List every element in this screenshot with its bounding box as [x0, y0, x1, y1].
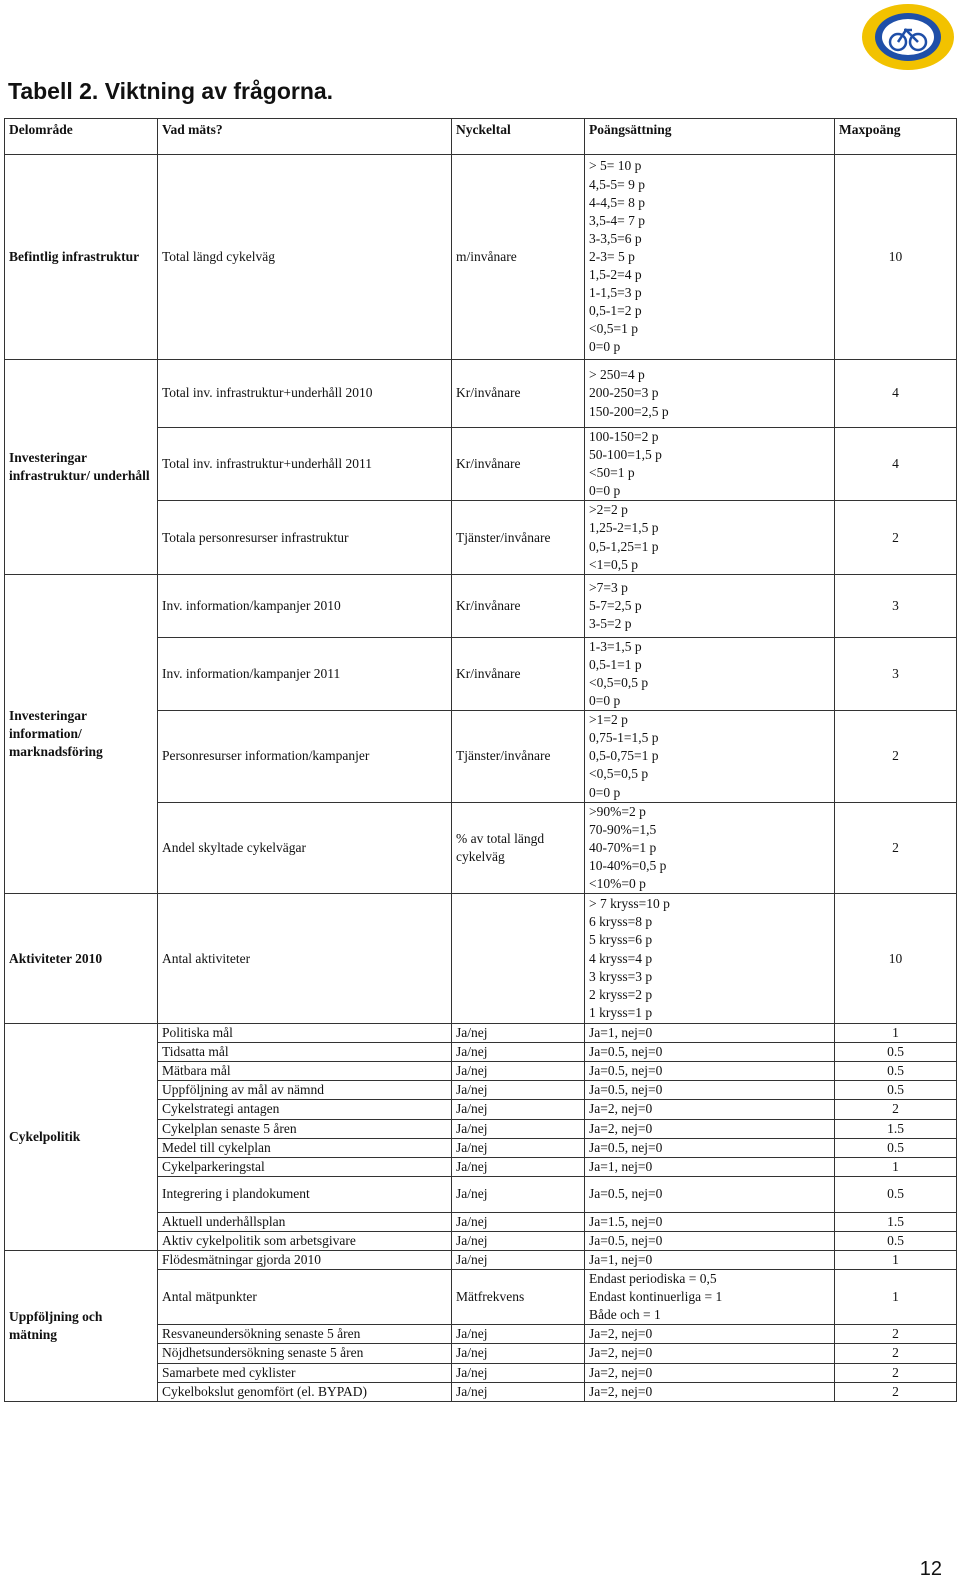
scoring-line: Ja=0.5, nej=0: [589, 1082, 663, 1098]
max-points-cell: 0.5: [835, 1176, 957, 1212]
table-row: [5, 1251, 957, 1270]
scoring-line: 0,5-1=1 p: [589, 656, 642, 672]
scoring-cell: [585, 1251, 835, 1270]
scoring-line: 1-3=1,5 p: [589, 638, 642, 654]
measure-cell: Samarbete med cyklister: [158, 1363, 452, 1382]
measure-cell: Cykelstrategi antagen: [158, 1100, 452, 1119]
scoring-cell: [585, 1024, 835, 1043]
section-name-cell: Investeringar information/ marknadsföring: [5, 574, 158, 893]
measure-cell: Uppföljning av mål av nämnd: [158, 1081, 452, 1100]
key-figure-cell: Ja/nej: [452, 1062, 585, 1081]
scoring-line: Både och = 1: [589, 1307, 661, 1323]
scoring-line: <10%=0 p: [589, 875, 646, 891]
scoring-line: 1-1,5=3 p: [589, 285, 642, 301]
key-figure-cell: Ja/nej: [452, 1231, 585, 1250]
measure-cell: Integrering i plandokument: [158, 1176, 452, 1212]
scoring-line: >90%=2 p: [589, 803, 646, 819]
key-figure-cell: [452, 894, 585, 1024]
scoring-line: 1 kryss=1 p: [589, 1004, 653, 1020]
scoring-line: 1,25-2=1,5 p: [589, 520, 659, 536]
measure-cell: Total inv. infrastruktur+underhåll 2011: [158, 428, 452, 501]
max-points-cell: 0.5: [835, 1231, 957, 1250]
scoring-line: 0,5-1=2 p: [589, 303, 642, 319]
scoring-line: 3-3,5=6 p: [589, 230, 642, 246]
max-points-cell: 1: [835, 1157, 957, 1176]
key-figure-cell: Kr/invånare: [452, 360, 585, 428]
key-figure-cell: Ja/nej: [452, 1382, 585, 1401]
column-header: Nyckeltal: [452, 119, 585, 155]
measure-cell: Resvaneundersökning senaste 5 åren: [158, 1325, 452, 1344]
scoring-cell: [585, 1062, 835, 1081]
key-figure-cell: % av total längd cykelväg: [452, 802, 585, 893]
max-points-cell: 0.5: [835, 1081, 957, 1100]
max-points-cell: 4: [835, 360, 957, 428]
max-points-cell: 0.5: [835, 1062, 957, 1081]
scoring-cell: [585, 1325, 835, 1344]
scoring-cell: [585, 1382, 835, 1401]
scoring-cell: [585, 1363, 835, 1382]
scoring-line: 0=0 p: [589, 693, 621, 709]
scoring-line: 100-150=2 p: [589, 429, 659, 444]
scoring-cell: [585, 574, 835, 637]
scoring-line: 3-5=2 p: [589, 615, 632, 631]
key-figure-cell: Ja/nej: [452, 1157, 585, 1176]
scoring-line: 40-70%=1 p: [589, 839, 657, 855]
measure-cell: Totala personresurser infrastruktur: [158, 501, 452, 574]
max-points-cell: 2: [835, 1363, 957, 1382]
max-points-cell: 10: [835, 894, 957, 1024]
page-title: Tabell 2. Viktning av frågorna.: [8, 78, 334, 104]
scoring-line: Ja=2, nej=0: [589, 1383, 653, 1399]
measure-cell: Tidsatta mål: [158, 1043, 452, 1062]
scoring-line: 3,5-4= 7 p: [589, 212, 645, 228]
measure-cell: Nöjdhetsundersökning senaste 5 åren: [158, 1344, 452, 1363]
max-points-cell: 1: [835, 1251, 957, 1270]
key-figure-cell: Ja/nej: [452, 1344, 585, 1363]
max-points-cell: 2: [835, 1100, 957, 1119]
max-points-cell: 1: [835, 1024, 957, 1043]
scoring-line: Ja=0.5, nej=0: [589, 1063, 663, 1079]
section-name-cell: Cykelpolitik: [5, 1024, 158, 1251]
scoring-line: Ja=2, nej=0: [589, 1326, 653, 1342]
max-points-cell: 1.5: [835, 1119, 957, 1138]
measure-cell: Cykelbokslut genomfört (el. BYPAD): [158, 1382, 452, 1401]
measure-cell: Inv. information/kampanjer 2011: [158, 637, 452, 710]
scoring-line: Ja=2, nej=0: [589, 1101, 653, 1117]
table-header-row: [5, 119, 957, 155]
scoring-cell: [585, 1157, 835, 1176]
key-figure-cell: Ja/nej: [452, 1081, 585, 1100]
scoring-line: Ja=2, nej=0: [589, 1364, 653, 1380]
measure-cell: Flödesmätningar gjorda 2010: [158, 1251, 452, 1270]
weighting-table: [4, 118, 957, 1402]
measure-cell: Cykelplan senaste 5 åren: [158, 1119, 452, 1138]
key-figure-cell: Kr/invånare: [452, 428, 585, 501]
max-points-cell: 3: [835, 574, 957, 637]
scoring-line: 4,5-5= 9 p: [589, 176, 645, 192]
scoring-line: Ja=2, nej=0: [589, 1345, 653, 1361]
scoring-line: Endast kontinuerliga = 1: [589, 1289, 723, 1305]
max-points-cell: 2: [835, 711, 957, 802]
scoring-line: Ja=1.5, nej=0: [589, 1213, 663, 1229]
key-figure-cell: Ja/nej: [452, 1325, 585, 1344]
scoring-cell: [585, 1212, 835, 1231]
column-header: Vad mäts?: [158, 119, 452, 155]
organization-logo-icon: [860, 2, 956, 72]
scoring-cell: [585, 360, 835, 428]
key-figure-cell: Tjänster/invånare: [452, 501, 585, 574]
scoring-line: Ja=2, nej=0: [589, 1120, 653, 1136]
key-figure-cell: Kr/invånare: [452, 574, 585, 637]
key-figure-cell: Ja/nej: [452, 1024, 585, 1043]
scoring-line: Ja=1, nej=0: [589, 1252, 653, 1267]
scoring-line: 0,5-0,75=1 p: [589, 748, 659, 764]
max-points-cell: 2: [835, 802, 957, 893]
scoring-line: 70-90%=1,5: [589, 821, 657, 837]
key-figure-cell: Ja/nej: [452, 1176, 585, 1212]
scoring-line: >7=3 p: [589, 579, 628, 595]
table-row: [5, 155, 957, 360]
section-name-cell: Befintlig infrastruktur: [5, 155, 158, 360]
key-figure-cell: Ja/nej: [452, 1100, 585, 1119]
scoring-line: 50-100=1,5 p: [589, 447, 662, 463]
section-name-cell: Investeringar infrastruktur/ underhåll: [5, 360, 158, 575]
scoring-line: > 5= 10 p: [589, 158, 642, 174]
scoring-cell: [585, 1119, 835, 1138]
key-figure-cell: Kr/invånare: [452, 637, 585, 710]
scoring-line: 150-200=2,5 p: [589, 403, 669, 419]
scoring-line: 1,5-2=4 p: [589, 267, 642, 283]
scoring-cell: [585, 1344, 835, 1363]
max-points-cell: 4: [835, 428, 957, 501]
scoring-cell: [585, 1138, 835, 1157]
scoring-line: >1=2 p: [589, 712, 628, 728]
max-points-cell: 2: [835, 1325, 957, 1344]
scoring-cell: [585, 155, 835, 360]
scoring-line: 200-250=3 p: [589, 385, 659, 401]
measure-cell: Aktiv cykelpolitik som arbetsgivare: [158, 1231, 452, 1250]
table-row: [5, 360, 957, 428]
scoring-line: > 250=4 p: [589, 367, 645, 383]
measure-cell: Total längd cykelväg: [158, 155, 452, 360]
key-figure-cell: Ja/nej: [452, 1212, 585, 1231]
section-name-cell: Uppföljning och mätning: [5, 1251, 158, 1402]
measure-cell: Mätbara mål: [158, 1062, 452, 1081]
measure-cell: Aktuell underhållsplan: [158, 1212, 452, 1231]
max-points-cell: 2: [835, 1344, 957, 1363]
max-points-cell: 2: [835, 501, 957, 574]
measure-cell: Total inv. infrastruktur+underhåll 2010: [158, 360, 452, 428]
max-points-cell: 1.5: [835, 1212, 957, 1231]
scoring-cell: [585, 501, 835, 574]
page-number: 12: [919, 1558, 942, 1580]
scoring-cell: [585, 637, 835, 710]
key-figure-cell: Ja/nej: [452, 1119, 585, 1138]
scoring-line: Ja=1, nej=0: [589, 1158, 653, 1174]
key-figure-cell: Ja/nej: [452, 1138, 585, 1157]
key-figure-cell: Tjänster/invånare: [452, 711, 585, 802]
scoring-cell: [585, 1231, 835, 1250]
scoring-line: <50=1 p: [589, 465, 635, 481]
scoring-cell: [585, 1176, 835, 1212]
max-points-cell: 0.5: [835, 1138, 957, 1157]
scoring-line: 10-40%=0,5 p: [589, 857, 667, 873]
max-points-cell: 3: [835, 637, 957, 710]
table-row: [5, 1024, 957, 1043]
key-figure-cell: m/invånare: [452, 155, 585, 360]
table-row: [5, 894, 957, 1024]
measure-cell: Cykelparkeringstal: [158, 1157, 452, 1176]
scoring-line: Ja=0.5, nej=0: [589, 1232, 663, 1248]
max-points-cell: 1: [835, 1270, 957, 1325]
column-header: Maxpoäng: [835, 119, 957, 155]
section-name-cell: Aktiviteter 2010: [5, 894, 158, 1024]
scoring-line: <0,5=0,5 p: [589, 674, 649, 690]
column-header: Delområde: [5, 119, 158, 155]
scoring-cell: [585, 1270, 835, 1325]
scoring-line: Endast periodiska = 0,5: [589, 1271, 717, 1287]
measure-cell: Inv. information/kampanjer 2010: [158, 574, 452, 637]
scoring-line: 5-7=2,5 p: [589, 597, 642, 613]
scoring-line: <0,5=0,5 p: [589, 766, 649, 782]
scoring-line: 6 kryss=8 p: [589, 914, 653, 930]
scoring-line: Ja=0.5, nej=0: [589, 1044, 663, 1060]
scoring-line: 2-3= 5 p: [589, 248, 635, 264]
key-figure-cell: Mätfrekvens: [452, 1270, 585, 1325]
max-points-cell: 2: [835, 1382, 957, 1401]
scoring-line: 0=0 p: [589, 784, 621, 800]
measure-cell: Antal mätpunkter: [158, 1270, 452, 1325]
scoring-line: >2=2 p: [589, 502, 628, 518]
measure-cell: Politiska mål: [158, 1024, 452, 1043]
measure-cell: Medel till cykelplan: [158, 1138, 452, 1157]
scoring-line: Ja=1, nej=0: [589, 1025, 653, 1041]
column-header: Poängsättning: [585, 119, 835, 155]
measure-cell: Andel skyltade cykelvägar: [158, 802, 452, 893]
table-row: [5, 574, 957, 637]
scoring-line: 4-4,5= 8 p: [589, 194, 645, 210]
max-points-cell: 10: [835, 155, 957, 360]
scoring-line: 5 kryss=6 p: [589, 932, 653, 948]
scoring-line: <1=0,5 p: [589, 556, 638, 572]
key-figure-cell: Ja/nej: [452, 1043, 585, 1062]
scoring-line: 0=0 p: [589, 483, 621, 499]
scoring-line: 0=0 p: [589, 339, 621, 355]
scoring-cell: [585, 894, 835, 1024]
scoring-cell: [585, 1043, 835, 1062]
key-figure-cell: Ja/nej: [452, 1363, 585, 1382]
scoring-line: <0,5=1 p: [589, 321, 638, 337]
scoring-cell: [585, 428, 835, 501]
scoring-line: 0,5-1,25=1 p: [589, 538, 659, 554]
scoring-cell: [585, 1100, 835, 1119]
scoring-line: 2 kryss=2 p: [589, 986, 653, 1002]
scoring-cell: [585, 802, 835, 893]
key-figure-cell: Ja/nej: [452, 1251, 585, 1270]
scoring-cell: [585, 711, 835, 802]
scoring-line: Ja=0.5, nej=0: [589, 1186, 663, 1202]
measure-cell: Personresurser information/kampanjer: [158, 711, 452, 802]
scoring-line: 3 kryss=3 p: [589, 968, 653, 984]
scoring-line: 4 kryss=4 p: [589, 950, 653, 966]
scoring-line: Ja=0.5, nej=0: [589, 1139, 663, 1155]
measure-cell: Antal aktiviteter: [158, 894, 452, 1024]
scoring-line: > 7 kryss=10 p: [589, 896, 670, 912]
scoring-cell: [585, 1081, 835, 1100]
max-points-cell: 0.5: [835, 1043, 957, 1062]
scoring-line: 0,75-1=1,5 p: [589, 730, 659, 746]
